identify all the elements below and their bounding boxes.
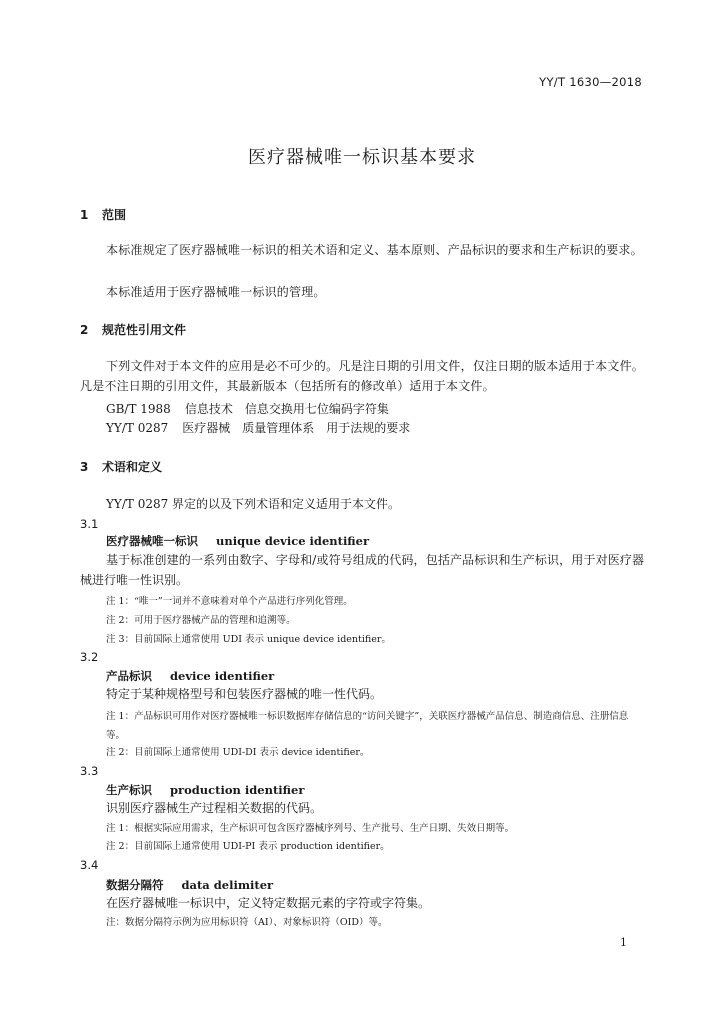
section-number: 2	[80, 323, 89, 337]
term-number: 3.3	[80, 764, 99, 778]
term-zh: 数据分隔符	[106, 878, 164, 892]
term-zh: 生产标识	[106, 783, 152, 797]
section-title: 术语和定义	[102, 460, 163, 474]
section-number: 3	[80, 460, 89, 474]
term-definition: 在医疗器械唯一标识中，定义特定数据元素的字符或字符集。	[106, 896, 431, 910]
term-en: production identifier	[170, 783, 305, 797]
term-note: 注：数据分隔符示例为应用标识符（AI）、对象标识符（OID）等。	[106, 917, 388, 928]
term-heading	[106, 782, 304, 798]
reference-title: 信息技术 信息交换用七位编码字符集	[184, 402, 389, 416]
terms-intro: YY/T 0287 界定的以及下列术语和定义适用于本文件。	[106, 497, 401, 511]
term-heading	[106, 533, 369, 549]
term-heading	[106, 668, 274, 684]
term-note: 注 2：目前国际上通常使用 UDI-DI 表示 device identifier。	[106, 747, 370, 758]
section-heading-terms	[80, 458, 162, 475]
term-heading	[106, 877, 273, 893]
term-number: 3.1	[80, 517, 99, 531]
scope-paragraph-1: 本标准规定了医疗器械唯一标识的相关术语和定义、基本原则、产品标识的要求和生产标识的要求。	[106, 243, 643, 257]
term-number: 3.4	[80, 858, 99, 872]
page-number: 1	[620, 936, 627, 949]
term-note: 注 1：根据实际应用需求，生产标识可包含医疗器械序列号、生产批号、生产日期、失效日期等。	[106, 823, 515, 834]
term-definition: 识别医疗器械生产过程相关数据的代码。	[106, 801, 323, 815]
term-note: 注 2：可用于医疗器械产品的管理和追溯等。	[106, 615, 296, 626]
section-number: 1	[80, 208, 89, 222]
term-definition: 基于标准创建的一系列由数字、字母和/或符号组成的代码，包括产品标识和生产标识，用于对医疗器械进行唯一性识别。	[80, 553, 644, 587]
section-heading-scope	[80, 206, 126, 223]
term-number: 3.2	[80, 650, 99, 664]
section-title: 范围	[102, 208, 127, 222]
reference-item	[106, 400, 389, 417]
term-note: 注 1：“唯一”一词并不意味着对单个产品进行序列化管理。	[106, 596, 353, 607]
section-title: 规范性引用文件	[102, 323, 187, 337]
term-note: 注 1：产品标识可用作对医疗器械唯一标识数据库存储信息的“访问关键字”，关联医疗器械产品信息、制造商信息、注册信息等。	[106, 711, 629, 741]
term-en: unique device identifier	[216, 534, 370, 548]
section-heading-normative-references	[80, 321, 186, 338]
term-definition: 特定于某种规格型号和包装医疗器械的唯一性代码。	[106, 687, 383, 701]
term-zh: 医疗器械唯一标识	[106, 534, 198, 548]
reference-item	[106, 419, 410, 436]
document-title: 医疗器械唯一标识基本要求	[248, 147, 476, 168]
term-note: 注 2：目前国际上通常使用 UDI-PI 表示 production identifier。	[106, 841, 390, 852]
reference-code: YY/T 0287	[106, 421, 169, 435]
reference-code: GB/T 1988	[106, 402, 171, 416]
scope-paragraph-2: 本标准适用于医疗器械唯一标识的管理。	[106, 285, 326, 299]
term-zh: 产品标识	[106, 669, 152, 683]
standard-code: YY/T 1630—2018	[539, 75, 642, 89]
reference-title: 医疗器械 质量管理体系 用于法规的要求	[182, 421, 411, 435]
term-note: 注 3：目前国际上通常使用 UDI 表示 unique device identifier。	[106, 634, 391, 645]
term-en: device identifier	[170, 669, 275, 683]
references-intro: 下列文件对于本文件的应用是必不可少的。凡是注日期的引用文件，仅注日期的版本适用于本文件。凡是不注日期的引用文件，其最新版本（包括所有的修改单）适用于本文件。	[80, 359, 644, 393]
term-en: data delimiter	[181, 878, 274, 892]
